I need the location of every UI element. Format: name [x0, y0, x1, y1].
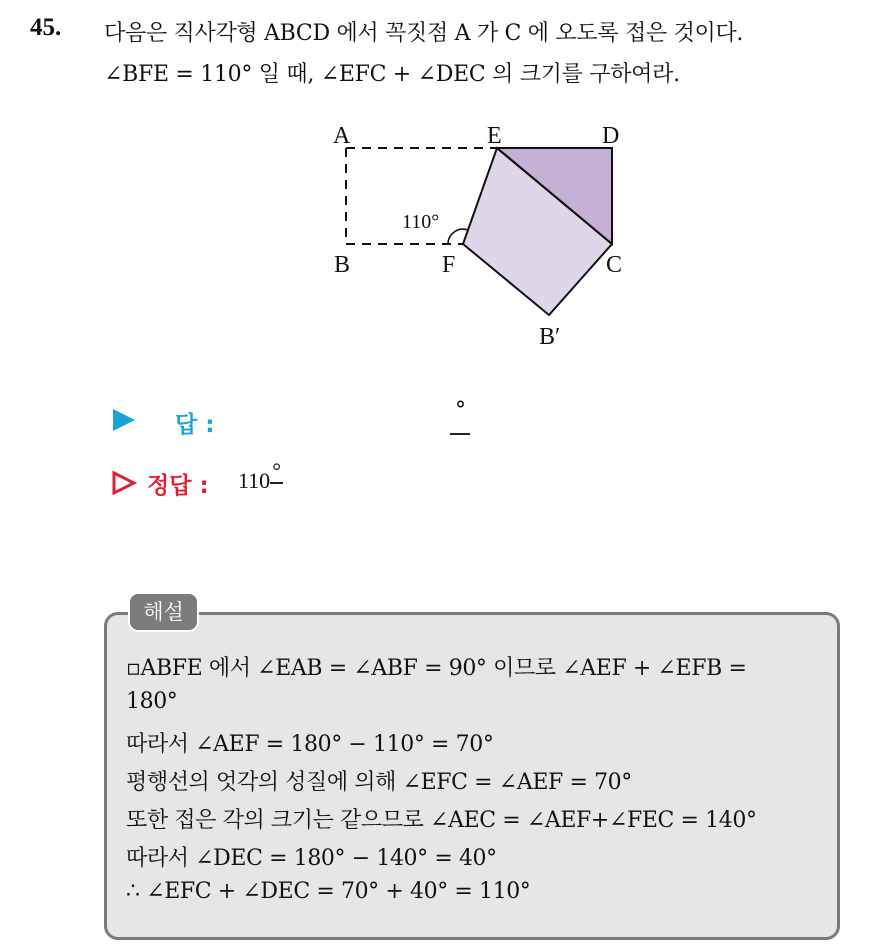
label-f: F — [442, 252, 456, 278]
label-d: D — [602, 123, 620, 149]
explanation-line-3: 따라서 ∠AEF = 180° − 110° = 70° — [126, 732, 494, 757]
label-b-prime: B′ — [539, 324, 561, 350]
label-c: C — [606, 252, 623, 278]
label-e: E — [487, 123, 502, 149]
folded-rectangle-figure — [300, 112, 650, 357]
answer-arrow-icon — [111, 407, 137, 433]
correct-answer-value — [238, 458, 283, 494]
explanation-line-5: 또한 접은 각의 크기는 같으므로 ∠AEC = ∠AEF+∠FEC = 140° — [126, 808, 757, 833]
question-number: 45. — [30, 14, 62, 41]
answer-label: 답 : — [175, 412, 215, 438]
explanation-line-6: 따라서 ∠DEC = 180° − 140° = 40° — [126, 846, 497, 871]
correct-answer-number: 110 — [238, 468, 271, 493]
correct-answer-unit: ° — [272, 458, 281, 483]
explanation-tag: 해설 — [128, 592, 199, 632]
question-text-line-2: ∠BFE = 110° 일 때, ∠EFC + ∠DEC 의 크기를 구하여라. — [104, 62, 680, 87]
correct-answer-label: 정답 : — [147, 473, 209, 499]
explanation-line-1: ▫ABFE 에서 ∠EAB = ∠ABF = 90° 이므로 ∠AEF + ∠EFB = — [126, 656, 747, 681]
explanation-line-7: ∴ ∠EFC + ∠DEC = 70° + 40° = 110° — [126, 879, 531, 904]
label-a: A — [333, 123, 351, 149]
correct-arrow-icon — [111, 470, 137, 496]
angle-label: 110° — [402, 211, 440, 233]
explanation-line-2: 180° — [126, 689, 178, 714]
explanation-line-4: 평행선의 엇각의 성질에 의해 ∠EFC = ∠AEF = 70° — [126, 770, 632, 795]
answer-unit: ° — [455, 398, 466, 423]
question-text-line-1: 다음은 직사각형 ABCD 에서 꼭짓점 A 가 C 에 오도록 접은 것이다. — [104, 21, 744, 46]
label-b: B — [334, 252, 351, 278]
